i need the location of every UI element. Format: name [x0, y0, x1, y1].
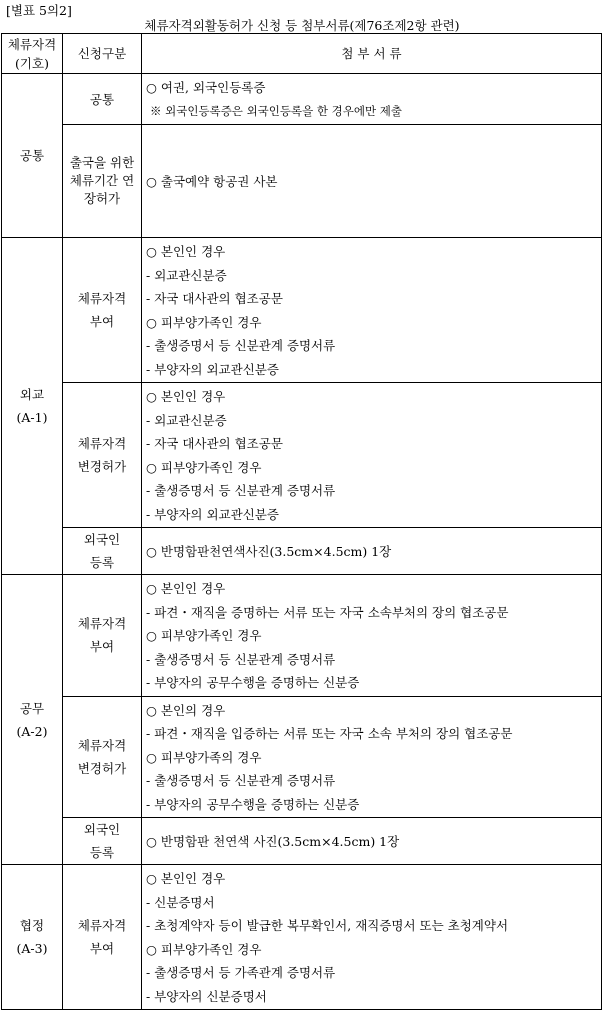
doc-line: ○ 반명함판천연색사진(3.5cm×4.5cm) 1장	[146, 543, 392, 559]
status-name: 협정	[19, 918, 45, 933]
category-cell: 체류자격 부여	[63, 865, 142, 1010]
status-agreement	[2, 865, 63, 1010]
appendix-label: [별표 5의2]	[6, 3, 72, 18]
documents-cell	[142, 125, 602, 238]
table-row	[2, 818, 602, 865]
doc-line: ○ 피부양가족인 경우	[146, 459, 262, 475]
doc-line: ○ 본인의 경우	[146, 702, 226, 718]
doc-line: ○ 본인인 경우	[146, 244, 226, 259]
doc-line: - 외교관신분증	[146, 412, 227, 428]
documents-cell	[142, 383, 602, 528]
doc-line: - 부양자의 외교관신분증	[146, 506, 279, 522]
doc-line: ○ 본인인 경우	[146, 581, 226, 596]
doc-line: - 파견・재직을 입증하는 서류 또는 자국 소속 부처의 장의 협조공문	[146, 726, 513, 741]
doc-line: - 자국 대사관의 협조공문	[146, 291, 283, 306]
status-common: 공통	[2, 74, 63, 238]
status-name: 공무	[19, 700, 45, 716]
doc-line: - 출생증명서 등 신분관계 증명서류	[146, 651, 336, 667]
table-row	[2, 528, 602, 575]
category-cell: 외국인 등록	[63, 528, 142, 575]
documents-cell	[142, 865, 602, 1010]
doc-line: - 자국 대사관의 협조공문	[146, 436, 283, 451]
category-cell: 체류자격 변경허가	[63, 696, 142, 818]
doc-line: - 부양자의 신분증명서	[146, 988, 267, 1004]
doc-line: ○ 출국예약 항공권 사본	[146, 173, 278, 189]
attachment-documents-table	[1, 33, 602, 1010]
status-official	[2, 575, 63, 865]
documents-cell	[142, 818, 602, 865]
doc-line: - 출생증명서 등 신분관계 증명서류	[146, 483, 336, 498]
doc-line: - 출생증명서 등 신분관계 증명서류	[146, 338, 336, 353]
category-cell: 공통	[63, 74, 142, 125]
doc-line: - 신분증명서	[146, 894, 215, 910]
doc-line: ○ 피부양가족인 경우	[146, 628, 262, 643]
document-title: 체류자격외활동허가 신청 등 첨부서류(제76조제2항 관련)	[144, 18, 460, 33]
doc-line: - 부양자의 외교관신분증	[146, 361, 279, 377]
table-row	[2, 696, 602, 818]
doc-line: ○ 반명함판 천연색 사진(3.5cm×4.5cm) 1장	[146, 833, 400, 849]
documents-cell	[142, 696, 602, 818]
status-code: (A-1)	[16, 410, 48, 425]
doc-line: - 출생증명서 등 신분관계 증명서류	[146, 773, 336, 788]
header-status-line2: (기호)	[15, 55, 49, 71]
category-cell: 체류자격 부여	[63, 575, 142, 697]
doc-line: - 외교관신분증	[146, 267, 227, 283]
documents-cell	[142, 575, 602, 697]
table-row	[2, 238, 602, 383]
doc-line: ○ 피부양가족인 경우	[146, 314, 262, 330]
doc-line: - 파견・재직을 증명하는 서류 또는 자국 소속부처의 장의 협조공문	[146, 604, 509, 620]
doc-line: ○ 본인인 경우	[146, 871, 226, 886]
doc-line: ○ 피부양가족인 경우	[146, 941, 262, 957]
documents-cell	[142, 238, 602, 383]
category-cell: 출국을 위한 체류기간 연장허가	[63, 125, 142, 238]
table-row	[2, 125, 602, 238]
header-category: 신청구분	[63, 34, 142, 74]
doc-line: - 부양자의 공무수행을 증명하는 신분증	[146, 675, 360, 690]
table-row	[2, 575, 602, 697]
category-cell: 체류자격 변경허가	[63, 383, 142, 528]
header-status-line1: 체류자격	[7, 36, 57, 52]
doc-line: ○ 본인인 경우	[146, 389, 226, 404]
doc-note: ※ 외국인등록증은 외국인등록을 한 경우에만 제출	[150, 103, 402, 118]
table-header-row	[2, 34, 602, 74]
doc-line: - 부양자의 공무수행을 증명하는 신분증	[146, 796, 360, 812]
doc-line: ○ 피부양가족의 경우	[146, 749, 262, 765]
category-cell: 체류자격 부여	[63, 238, 142, 383]
status-name: 외교	[19, 387, 45, 402]
doc-line: - 초청계약자 등이 발급한 복무확인서, 재직증명서 또는 초청계약서	[146, 918, 509, 933]
table-row	[2, 74, 602, 125]
doc-line: - 출생증명서 등 가족관계 증명서류	[146, 965, 336, 980]
table-row	[2, 383, 602, 528]
status-diplomacy	[2, 238, 63, 575]
doc-line: ○ 여권, 외국인등록증	[146, 80, 266, 95]
documents-cell	[142, 528, 602, 575]
category-cell: 외국인 등록	[63, 818, 142, 865]
documents-cell	[142, 74, 602, 125]
table-row	[2, 865, 602, 1010]
header-documents: 첨 부 서 류	[142, 34, 602, 74]
status-code: (A-2)	[16, 723, 48, 739]
header-status	[2, 34, 63, 74]
status-code: (A-3)	[16, 941, 48, 956]
